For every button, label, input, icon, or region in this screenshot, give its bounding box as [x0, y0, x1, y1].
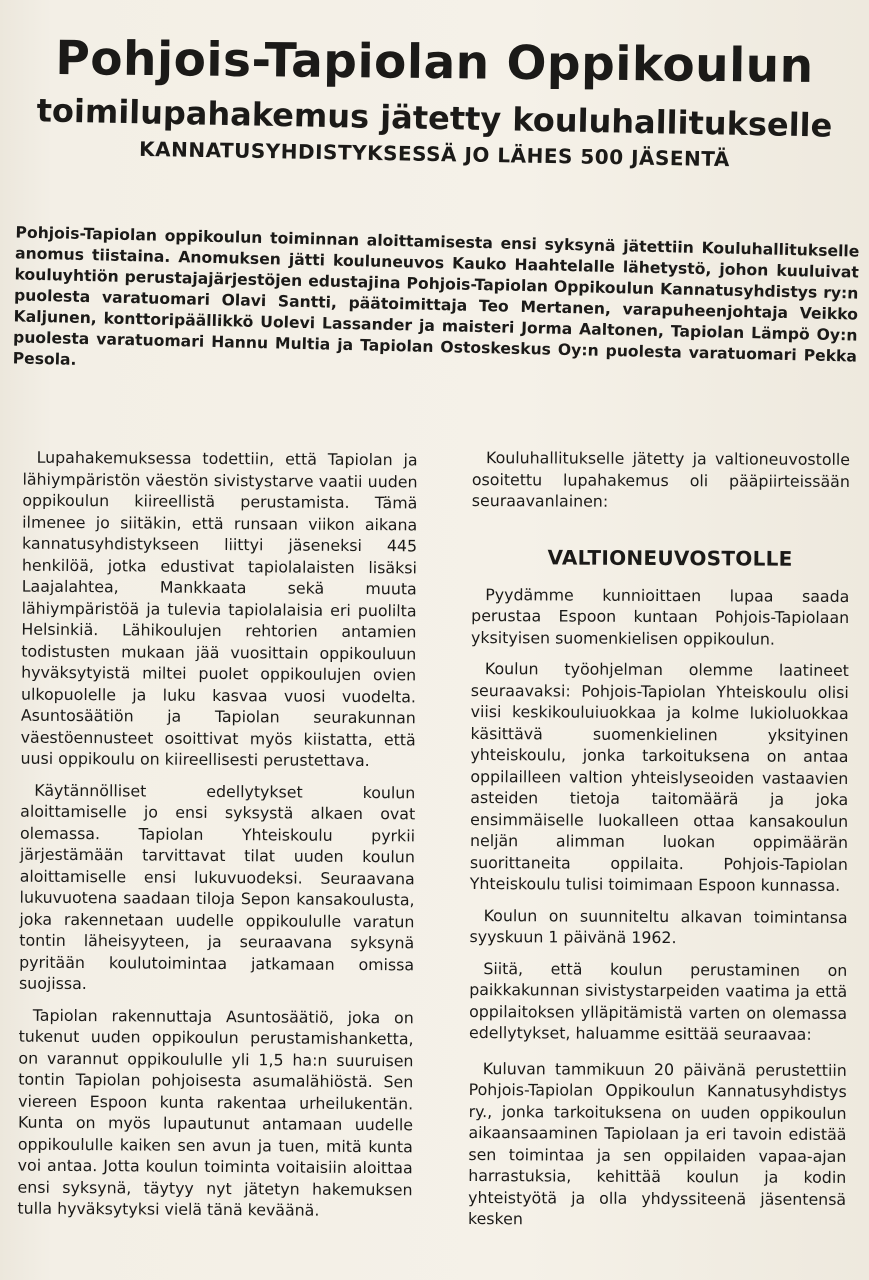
- body-paragraph: Lupahakemuksessa todettiin, että Tapiolan ja lähiympäristön väestön sivistystarve vaatii uuden oppikoulun kiireellistä perustamista. Tämä ilmenee jo siitäkin, että runsaan viikon aikana kannatusyhdistykseen liittyi jäseneksi 445 henkilöä, jotka edustivat tapiolalaisten lisäksi Laajalahtea, Mankkaata sekä muuta lähiympäristöä ja tulevia tapiolalaisia eri puolilta Helsinkiä. Lähikoulujen rehtorien antamien todistusten mukaan jää vuosittain oppikouluun hyväksytyistä miltei puolet oppikoulujen ovien ulkopuolelle ja luku kasvaa vuosi vuodelta. Asuntosäätiön ja Tapiolan seurakunnan väestöennusteet osoittivat myös kiistatta, että uusi oppikoulu on kiireellisesti perustettava.: [20, 447, 418, 771]
- deck-line: KANNATUSYHDISTYKSESSÄ JO LÄHES 500 JÄSENTÄ: [138, 136, 731, 172]
- petition-paragraph: Kuluvan tammikuun 20 päivänä perustettiin Pohjois-Tapiolan Oppikoulun Kannatusyhdistys ry., jonka tarkoituksena on uuden oppikoulun aikaansaaminen Tapiolaan ja eri tavoin edistää sen toimintaa ja sen oppilaiden vapaa-ajan harrastuksia, kehittää koulun ja kodin yhteistyötä ja olla yhdyssiteenä jäsentensä kesken: [467, 1058, 847, 1229]
- petition-paragraph: Pyydämme kunnioittaen lupaa saada perustaa Espoon kuntaan Pohjois-Tapiolaan yksityisen suomenkielisen oppikoulun.: [471, 584, 850, 649]
- left-column: [17, 447, 417, 1232]
- petition-paragraph: Koulun on suunniteltu alkavan toimintansa syyskuun 1 päivänä 1962.: [469, 905, 848, 948]
- right-intro-paragraph: Kouluhallitukselle jätetty ja valtioneuvostolle osoitettu lupahakemus oli pääpiirteissään seuraavanlainen:: [471, 448, 851, 511]
- right-column: [468, 447, 850, 1241]
- lead-paragraph: Pohjois-Tapiolan oppikoulun toiminnan aloittamisesta ensi syksynä jätettiin Kouluhallitukselle anomus tiistaina. Anomuksen jätti kouluneuvos Kauko Haahtelalle lähetystö, johon kuuluivat kouluyhtiön perustajajärjestöjen edustajina Pohjois-Tapiolan Oppikoulun Kannatusyhdistys ry:n puolesta varatuomari Olavi Santti, päätoimittaja Teo Mertanen, varapuheenjohtaja Veikko Kaljunen, konttoripäällikkö Uolevi Lassander ja maisteri Jorma Aaltonen, Tapiolan Lämpö Oy:n puolesta varatuomari Hannu Multia ja Tapiolan Ostoskeskus Oy:n puolesta varatuomari Pekka Pesola.: [12, 223, 860, 369]
- petition-paragraph: Siitä, että koulun perustaminen on paikkakunnan sivistystarpeiden vaatima ja että oppilaitoksen ylläpitämistä varten on olemassa edellytykset, haluamme esittää seuraavaa:: [468, 958, 848, 1044]
- petition-paragraph: Koulun työohjelman olemme laatineet seuraavaksi: Pohjois-Tapiolan Yhteiskoulu olisi viisi keskikouluiuokkaa ja kolme lukioluokkaa käsittävä suomenkielinen yksityinen yhteiskoulu, jonka tarkoituksena on antaa oppilailleen valtion yhteislyseoiden vastaavien asteiden tietoja taitomäärä ja joka ensimmäiselle luokalleen ottaa kansakoulun neljän alimman luokan oppimäärän suorittaneita oppilaita. Pohjois-Tapiolan Yhteiskoulu tulisi toimimaan Espoon kunnassa.: [469, 659, 849, 895]
- subheadline: toimilupahakemus jätetty kouluhallitukselle: [36, 90, 833, 145]
- body-paragraph: Tapiolan rakennuttaja Asuntosäätiö, joka on tukenut uuden oppikoulun perustamishanketta, on varannut oppikoululle yli 1,5 ha:n suuruisen tontin Tapiolan pohjoisesta asumalähiöstä. Sen viereen Espoon kunta rakentaa urheilukentän. Kunta on myös lupautunut antamaan uudelle oppikoululle kaiken sen avun ja tuen, mitä kunta voi antaa. Jotta koulun toiminta voitaisiin aloittaa ensi syksynä, täytyy nyt jätetyn hakemuksen tulla hyväksytyksi vielä tänä keväänä.: [17, 1005, 414, 1220]
- body-paragraph: Käytännölliset edellytykset koulun aloittamiselle jo ensi syksystä alkaen ovat olemassa. Tapiolan Yhteiskoulu pyrkii järjestämään tarvittavat tilat uuden koulun aloittamiselle ensi lukuvuodeksi. Seuraavana lukuvuotena saadaan tiloja Sepon kansakoulusta, joka rakennetaan uudelle oppikoululle varatun tontin läheisyyteen, ja seuraavana syksynä pyritään koulutoimintaa jatkamaan omissa suojissa.: [18, 780, 416, 994]
- section-heading: VALTIONEUVOSTOLLE: [547, 544, 793, 571]
- headline: Pohjois-Tapiolan Oppikoulun: [55, 31, 814, 95]
